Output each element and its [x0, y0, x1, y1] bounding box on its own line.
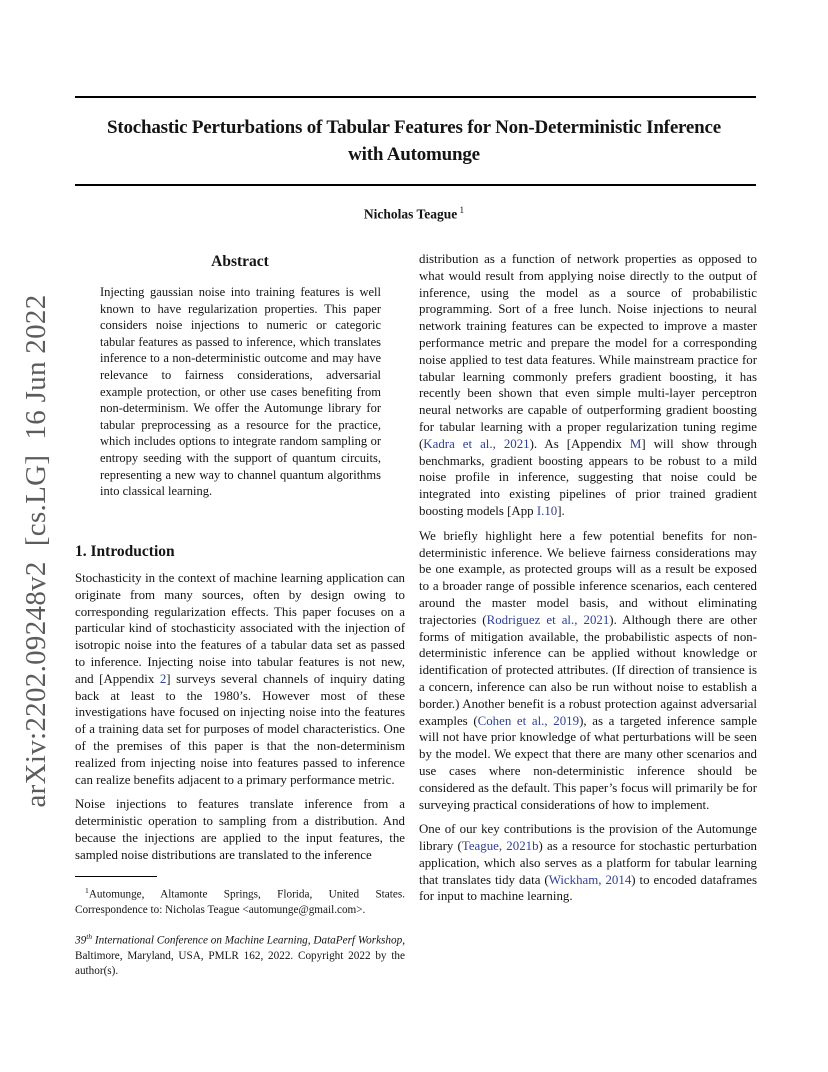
text-segment: ) as a resource for stochastic perturbation application, which also serves as a platform for tabular learning that translates tidy data ( [419, 839, 758, 887]
section-heading-introduction: 1. Introduction [75, 543, 175, 560]
text-segment: ). As [Appendix [529, 436, 630, 451]
citation-link[interactable]: 2 [159, 671, 167, 686]
citation-link[interactable]: Rodriguez et al., 2021 [486, 612, 610, 627]
arxiv-stamp: arXiv:2202.09248v2 [cs.LG] 16 Jun 2022 [20, 294, 52, 808]
text-segment: 39 [75, 934, 87, 947]
right-paragraph-1 [419, 251, 757, 520]
right-paragraph-2 [419, 528, 757, 814]
text-segment: ) to encoded dataframes for input to machine learning. [419, 872, 757, 904]
text-segment: , Baltimore, Maryland, USA, PMLR 162, 2022. Copyright 2022 by the author(s). [75, 934, 405, 977]
left-column [75, 0, 405, 1072]
text-segment: ] will show through benchmarks, gradient boosting appears to be robust to a mild noise profile in inference, suggesting that noise could be integrated into existing pipelines of prior trained gradient boosting models [App [419, 436, 757, 518]
abstract-body: Injecting gaussian noise into training features is well known to have regularization properties. This paper considers noise injections to numeric or categoric tabular features as passed to inference, which translates inference to a non-deterministic outcome and may have relevance to fairness considerations, adversarial example protection, or other use cases benefiting from non-determinism. We offer the Automunge library for tabular preprocessing as a resource for the practice, which includes options to integrate random sampling or entropy seeding with the support of quantum circuits, representing a new way to channel quantum algorithms into classical learning. [100, 285, 381, 499]
author-name: Nicholas Teague [363, 206, 458, 222]
citation-link[interactable]: Cohen et al., 2019 [477, 713, 580, 728]
citation-link[interactable]: Wickham, 2014 [548, 872, 632, 887]
introduction-text [75, 570, 405, 872]
text-segment: distribution as a function of network properties as opposed to what would result from applying noise directly to the output of inference, using the model as a source of probabilistic programming. Sort of a free lunch. Noise injections to neural network training features can be expected to improve a master performance metric and prepare the model for a corresponding noise applied to test data features. While mainstream practice for tabular learning commonly prefers gradient boosting, it has recently been shown that even simple multi-layer perceptron neural networks are capable of outperforming gradient boosting for tabular learning with a proper regularization tuning regime ( [419, 252, 757, 451]
author-superscript: 1 [459, 205, 465, 215]
right-column [419, 0, 757, 1072]
text-segment: ] surveys several channels of inquiry dating back at least to the 1980’s. However most of these investigations have focused on injecting noise into the features of a training data set for purposes of model characteristics. One of the premises of this paper is that the non-determinism realized from injecting noise into features passed to inference can realize benefits adjacent to a primary performance metric. [75, 671, 405, 787]
right-column-text [419, 251, 757, 913]
intro-paragraph-1 [75, 570, 405, 788]
text-segment: International Conference on Machine Learning, DataPerf Workshop [92, 934, 403, 947]
text-segment: th [86, 932, 93, 941]
text-segment: Stochasticity in the context of machine learning application can originate from many sources, often by design owing to corresponding regularization effects. This paper focuses on a particular kind of stochasticity associated with the injection of isotropic noise into the features of a tabular data set as passed to inference. Injecting noise into tabular features is not new, and [Appendix [75, 571, 405, 686]
citation-link[interactable]: Teague, 2021b [461, 839, 539, 854]
paper-title-line-1: Stochastic Perturbations of Tabular Features for Non-Deterministic Inference [106, 117, 722, 138]
text-segment: ]. [557, 503, 565, 518]
abstract-heading: Abstract [211, 253, 269, 270]
right-paragraph-3 [419, 821, 757, 905]
intro-paragraph-2 [75, 796, 405, 863]
text-segment: Noise injections to features translate inference from a deterministic operation to sampling from a distribution. And because the injections are applied to the input features, the sampled noise distributions are translated to the inference [75, 797, 405, 862]
conference-copyright-note [75, 929, 405, 979]
text-segment: Automunge, Altamonte Springs, Florida, United States. Correspondence to: Nicholas Teague <automunge@gmail.com>. [75, 888, 405, 916]
text-segment: ). Although there are other forms of mitigation available, the probabilistic aspects of non-deterministic inference can be applied without knowledge or identification of protected attributes. (If direction of transience is a concern, inference can also be run without noise to establish a border.) Another benefit is a robust protection against adversarial examples ( [419, 612, 757, 728]
citation-link[interactable]: Kadra et al., 2021 [423, 436, 530, 451]
affiliation-footnote [75, 883, 405, 918]
footnote-rule [75, 876, 157, 877]
paper-title-line-2: with Automunge [348, 144, 480, 165]
text-segment: One of our key contributions is the provision of the Automunge library ( [419, 822, 757, 854]
citation-link[interactable]: M [629, 436, 642, 451]
citation-link[interactable]: I.10 [536, 503, 558, 518]
text-segment: We briefly highlight here a few potential benefits for non-deterministic inference. We believe fairness considerations may be one example, as protected groups will as a result be exposed to a broader range of possible inference scenarios, each centered around the master model basis, and without eliminating trajectories ( [419, 528, 757, 627]
text-segment: 1 [85, 886, 89, 895]
text-segment: ), as a targeted inference sample will not have prior knowledge of what perturbations will be seen by the model. We expect that there are many other scenarios and use cases where non-deterministic inference should be considered as the default. This paper’s focus will primarily be for surveying practical considerations of how to implement. [419, 713, 758, 812]
